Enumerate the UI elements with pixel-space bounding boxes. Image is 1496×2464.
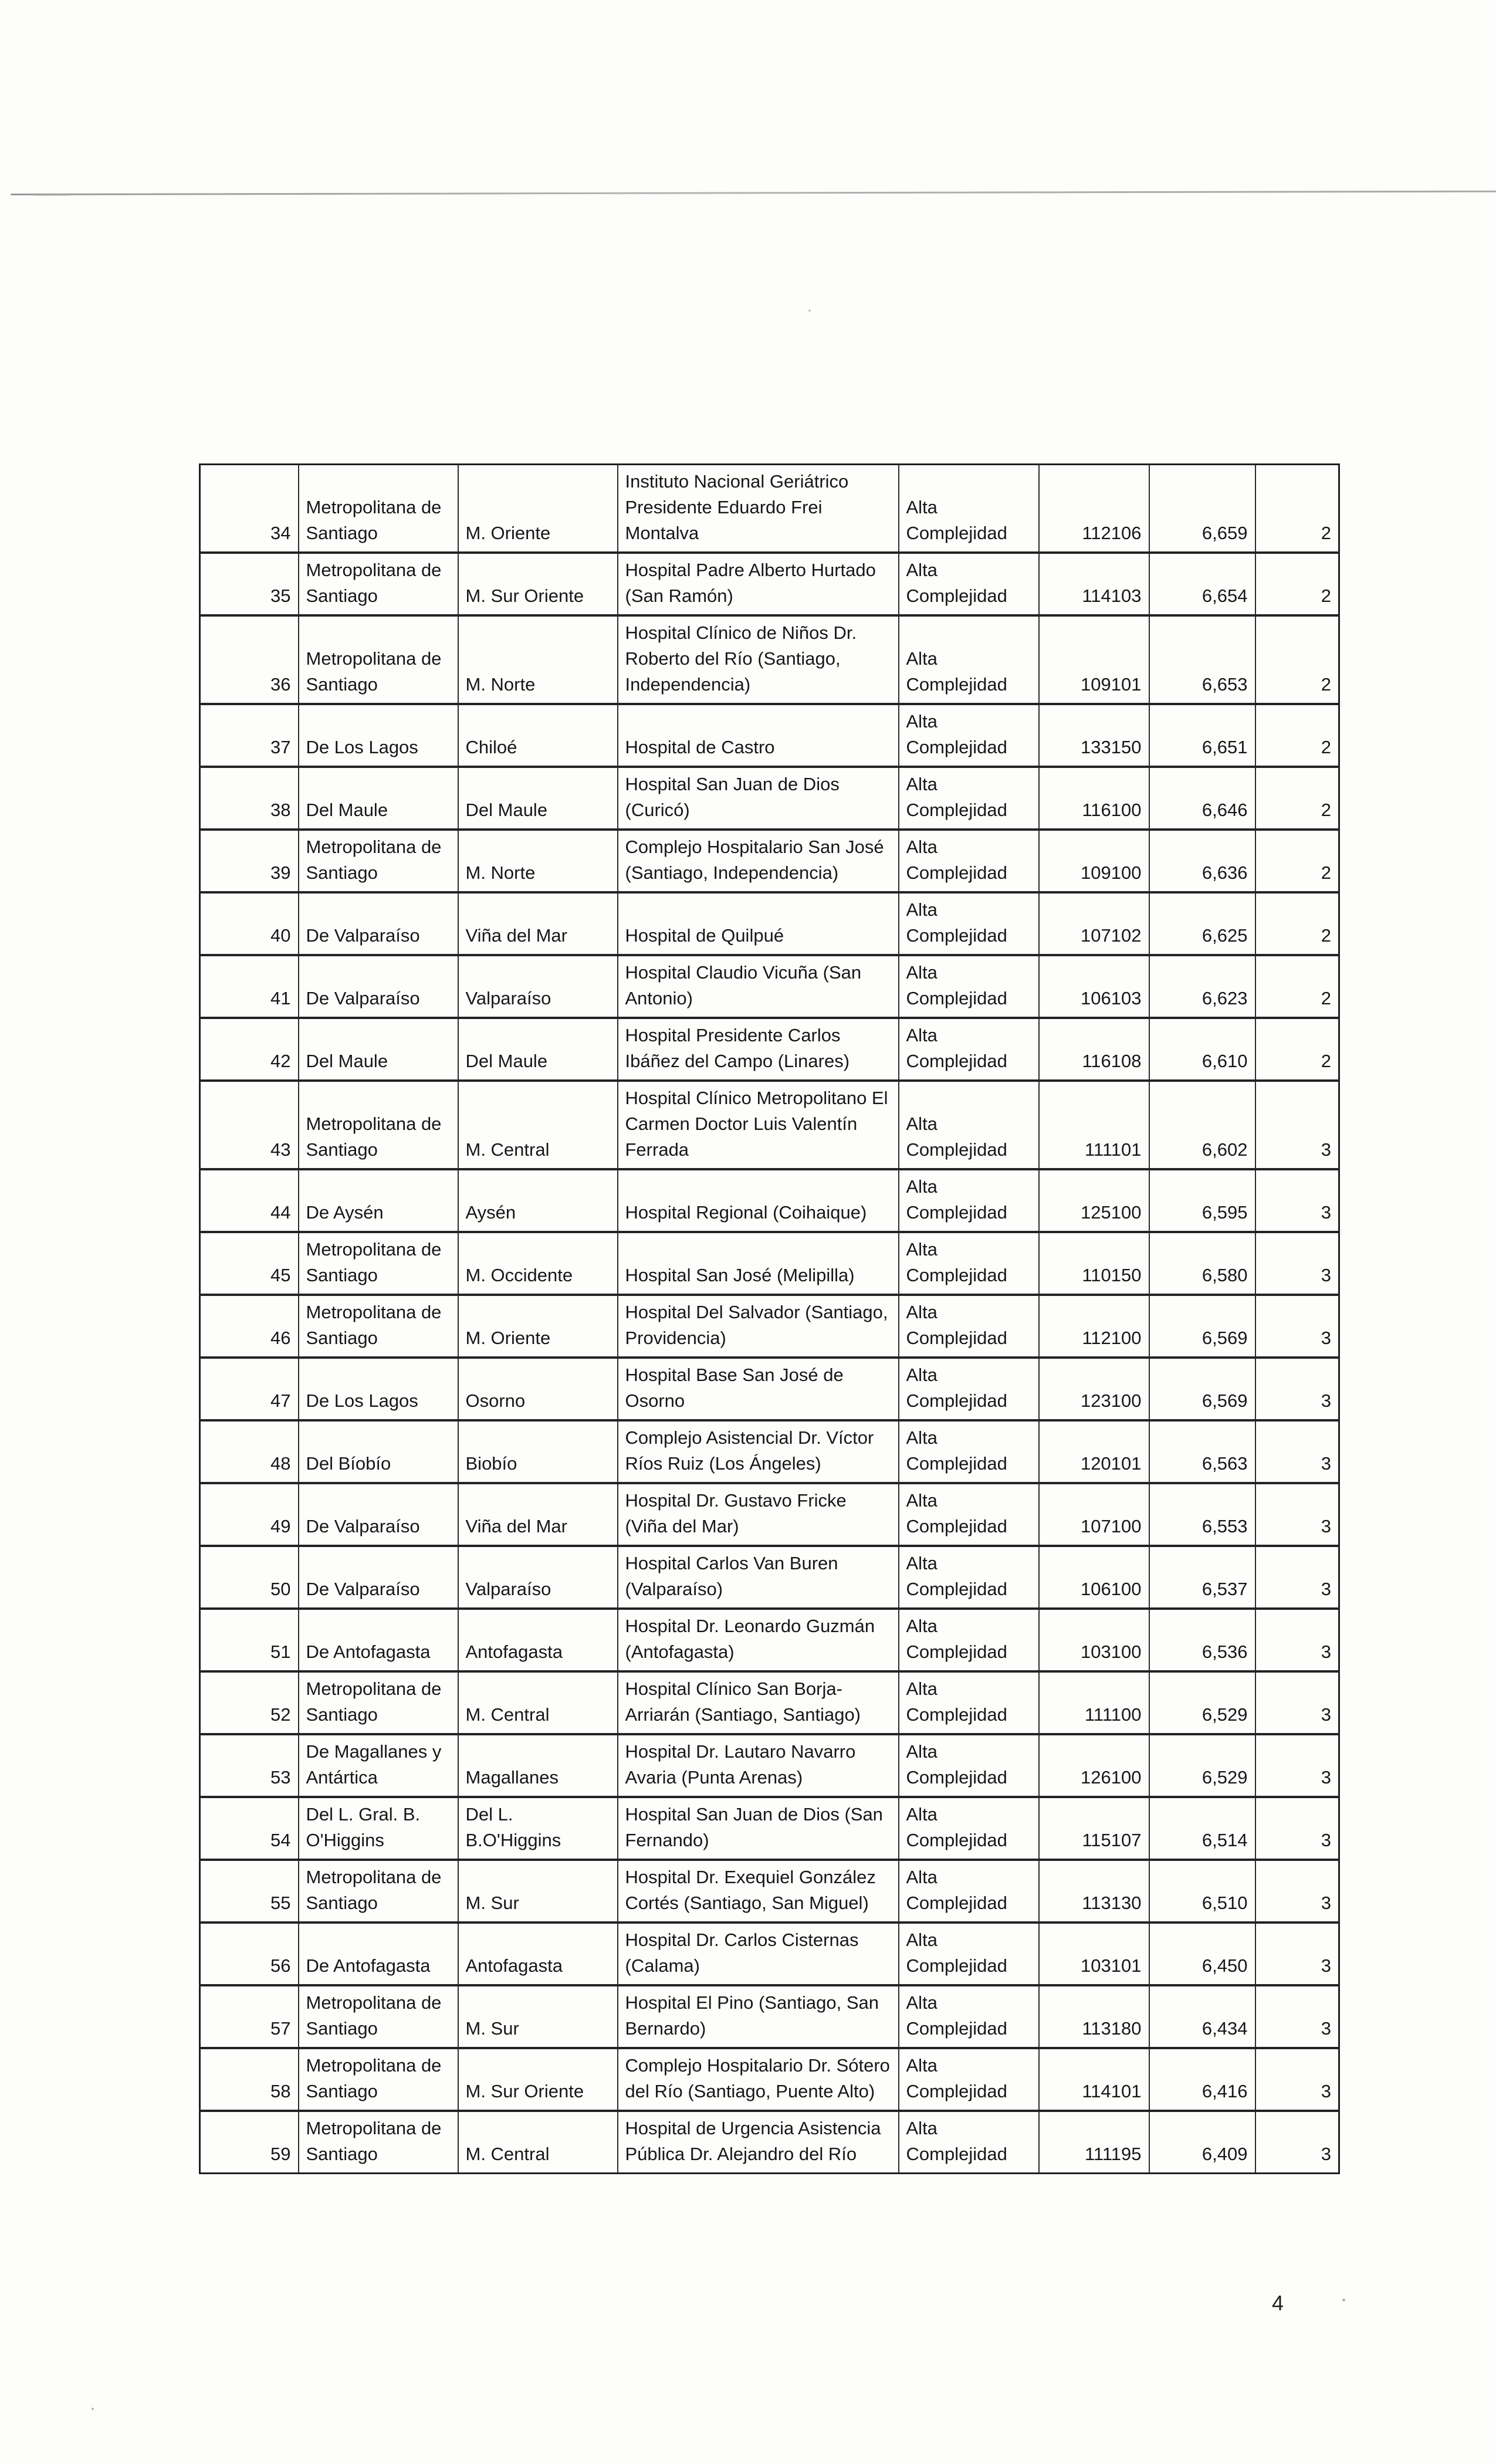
hospital-name-cell: Hospital San José (Melipilla) — [618, 1232, 899, 1295]
region-cell: De Valparaíso — [299, 892, 458, 955]
group-cell: 3 — [1255, 1797, 1339, 1860]
region-cell: Metropolitana de Santiago — [299, 1860, 458, 1923]
index-value-cell: 6,602 — [1149, 1081, 1255, 1169]
health-service-cell: M. Oriente — [458, 1295, 618, 1358]
complexity-cell: Alta Complejidad — [899, 465, 1039, 553]
scan-speck — [808, 310, 811, 312]
complexity-cell: Alta Complejidad — [899, 1018, 1039, 1081]
table-row — [200, 1295, 1339, 1358]
health-service-cell: M. Occidente — [458, 1232, 618, 1295]
hospital-name-cell: Hospital Dr. Exequiel González Cortés (Santiago, San Miguel) — [618, 1860, 899, 1923]
health-service-cell: Antofagasta — [458, 1923, 618, 1985]
index-value-cell: 6,529 — [1149, 1734, 1255, 1797]
region-cell: Metropolitana de Santiago — [299, 553, 458, 615]
group-cell: 3 — [1255, 1546, 1339, 1609]
complexity-cell: Alta Complejidad — [899, 1232, 1039, 1295]
table-row — [200, 1483, 1339, 1546]
group-cell: 2 — [1255, 553, 1339, 615]
group-cell: 2 — [1255, 704, 1339, 767]
complexity-cell: Alta Complejidad — [899, 1546, 1039, 1609]
index-value-cell: 6,510 — [1149, 1860, 1255, 1923]
hospital-name-cell: Hospital Padre Alberto Hurtado (San Ramón) — [618, 553, 899, 615]
group-cell: 3 — [1255, 1609, 1339, 1671]
code-cell: 113180 — [1039, 1985, 1149, 2048]
hospital-name-cell: Hospital de Quilpué — [618, 892, 899, 955]
complexity-cell: Alta Complejidad — [899, 1923, 1039, 1985]
table-row — [200, 1923, 1339, 1985]
hospital-name-cell: Hospital Dr. Lautaro Navarro Avaria (Punta Arenas) — [618, 1734, 899, 1797]
region-cell: De Valparaíso — [299, 1546, 458, 1609]
region-cell: De Aysén — [299, 1169, 458, 1232]
table-row — [200, 830, 1339, 892]
row-number-cell: 44 — [200, 1169, 299, 1232]
complexity-cell: Alta Complejidad — [899, 1295, 1039, 1358]
health-service-cell: Del Maule — [458, 1018, 618, 1081]
index-value-cell: 6,514 — [1149, 1797, 1255, 1860]
table-row — [200, 2111, 1339, 2174]
table-row — [200, 1734, 1339, 1797]
row-number-cell: 54 — [200, 1797, 299, 1860]
table-row — [200, 1081, 1339, 1169]
hospital-name-cell: Hospital San Juan de Dios (Curicó) — [618, 767, 899, 830]
region-cell: Del L. Gral. B. O'Higgins — [299, 1797, 458, 1860]
index-value-cell: 6,434 — [1149, 1985, 1255, 2048]
group-cell: 3 — [1255, 1985, 1339, 2048]
table-row — [200, 2048, 1339, 2111]
region-cell: Metropolitana de Santiago — [299, 1081, 458, 1169]
index-value-cell: 6,529 — [1149, 1671, 1255, 1734]
region-cell: De Los Lagos — [299, 704, 458, 767]
index-value-cell: 6,416 — [1149, 2048, 1255, 2111]
group-cell: 2 — [1255, 892, 1339, 955]
hospital-name-cell: Hospital El Pino (Santiago, San Bernardo) — [618, 1985, 899, 2048]
row-number-cell: 34 — [270, 523, 291, 543]
row-number-cell: 38 — [200, 767, 299, 830]
group-cell: 3 — [1255, 1923, 1339, 1985]
health-service-cell: Antofagasta — [458, 1609, 618, 1671]
complexity-cell: Alta Complejidad — [899, 1734, 1039, 1797]
region-cell: Metropolitana de Santiago — [299, 1671, 458, 1734]
row-number-cell: 58 — [200, 2048, 299, 2111]
code-cell: 109101 — [1039, 615, 1149, 704]
code-cell: 112106 — [1039, 465, 1149, 553]
table-row — [200, 553, 1339, 615]
row-number-cell: 42 — [200, 1018, 299, 1081]
complexity-cell: Alta Complejidad — [899, 1483, 1039, 1546]
code-cell: 120101 — [1039, 1420, 1149, 1483]
scan-artifact-line — [11, 191, 1496, 195]
code-cell: 114103 — [1039, 553, 1149, 615]
index-value-cell: 6,654 — [1149, 553, 1255, 615]
code-cell: 110150 — [1039, 1232, 1149, 1295]
row-number-cell: 59 — [200, 2111, 299, 2174]
hospital-name-cell: Hospital Dr. Leonardo Guzmán (Antofagasta) — [618, 1609, 899, 1671]
index-value-cell: 6,563 — [1149, 1420, 1255, 1483]
row-number-cell: 35 — [200, 553, 299, 615]
hospital-name-cell: Hospital Del Salvador (Santiago, Providencia) — [618, 1295, 899, 1358]
health-service-cell: Valparaíso — [458, 955, 618, 1018]
code-cell: 116108 — [1039, 1018, 1149, 1081]
group-cell: 3 — [1255, 1358, 1339, 1420]
code-cell: 107100 — [1039, 1483, 1149, 1546]
row-number-cell: 57 — [200, 1985, 299, 2048]
region-cell: Metropolitana de Santiago — [299, 2111, 458, 2174]
group-cell: 2 — [1255, 615, 1339, 704]
region-cell: De Valparaíso — [299, 955, 458, 1018]
table-row — [200, 1420, 1339, 1483]
hospital-name-cell: Hospital Dr. Carlos Cisternas (Calama) — [618, 1923, 899, 1985]
complexity-cell: Alta Complejidad — [899, 1358, 1039, 1420]
table-row — [200, 1609, 1339, 1671]
table-row — [200, 1169, 1339, 1232]
health-service-cell: Valparaíso — [458, 1546, 618, 1609]
index-value-cell: 6,653 — [1149, 615, 1255, 704]
hospital-ranking-table — [199, 463, 1340, 2174]
code-cell: 111101 — [1039, 1081, 1149, 1169]
health-service-cell: Viña del Mar — [458, 892, 618, 955]
hospital-name-cell: Hospital Presidente Carlos Ibáñez del Campo (Linares) — [618, 1018, 899, 1081]
table-row — [200, 955, 1339, 1018]
row-number-cell: 56 — [200, 1923, 299, 1985]
complexity-cell: Alta Complejidad — [899, 553, 1039, 615]
row-number-cell: 46 — [200, 1295, 299, 1358]
index-value-cell: 6,553 — [1149, 1483, 1255, 1546]
region-cell: De Valparaíso — [299, 1483, 458, 1546]
code-cell: 111195 — [1039, 2111, 1149, 2174]
hospital-name-cell: Hospital Base San José de Osorno — [618, 1358, 899, 1420]
row-number-cell: 36 — [200, 615, 299, 704]
row-number-cell: 53 — [200, 1734, 299, 1797]
group-cell: 3 — [1255, 2111, 1339, 2174]
complexity-cell: Alta Complejidad — [899, 1169, 1039, 1232]
group-cell: 2 — [1255, 767, 1339, 830]
row-number-cell: 39 — [200, 830, 299, 892]
complexity-cell: Alta Complejidad — [899, 2048, 1039, 2111]
hospital-name-cell: Hospital Clínico Metropolitano El Carmen Doctor Luis Valentín Ferrada — [618, 1081, 899, 1169]
health-service-cell: M. Sur — [458, 1860, 618, 1923]
complexity-cell: Alta Complejidad — [899, 1671, 1039, 1734]
index-value-cell: 6,595 — [1149, 1169, 1255, 1232]
row-number-cell: 41 — [200, 955, 299, 1018]
group-cell: 3 — [1255, 2048, 1339, 2111]
complexity-cell: Alta Complejidad — [899, 1420, 1039, 1483]
row-number-cell: 37 — [200, 704, 299, 767]
code-cell: 115107 — [1039, 1797, 1149, 1860]
complexity-cell: Alta Complejidad — [899, 1985, 1039, 2048]
region-cell: Metropolitana de Santiago — [299, 830, 458, 892]
region-cell: De Los Lagos — [299, 1358, 458, 1420]
table-row — [200, 1985, 1339, 2048]
index-value-cell: 6,536 — [1149, 1609, 1255, 1671]
hospital-name-cell: Complejo Asistencial Dr. Víctor Ríos Ruiz (Los Ángeles) — [618, 1420, 899, 1483]
index-value-cell: 6,409 — [1149, 2111, 1255, 2174]
group-cell: 3 — [1255, 1671, 1339, 1734]
health-service-cell: M. Sur Oriente — [458, 2048, 618, 2111]
hospital-name-cell: Hospital Clínico de Niños Dr. Roberto del Río (Santiago, Independencia) — [618, 615, 899, 704]
complexity-cell: Alta Complejidad — [899, 704, 1039, 767]
health-service-cell: M. Norte — [458, 615, 618, 704]
table-row — [200, 615, 1339, 704]
index-value-cell: 6,646 — [1149, 767, 1255, 830]
group-cell: 2 — [1255, 465, 1339, 553]
row-number-cell: 55 — [200, 1860, 299, 1923]
row-number-cell: 40 — [200, 892, 299, 955]
group-cell: 2 — [1255, 1018, 1339, 1081]
complexity-cell: Alta Complejidad — [899, 1609, 1039, 1671]
row-number-cell: 50 — [200, 1546, 299, 1609]
health-service-cell: M. Oriente — [458, 465, 618, 553]
health-service-cell: Chiloé — [458, 704, 618, 767]
complexity-cell: Alta Complejidad — [899, 955, 1039, 1018]
code-cell: 106100 — [1039, 1546, 1149, 1609]
region-cell: Metropolitana de Santiago — [299, 1295, 458, 1358]
table-row — [200, 465, 1339, 553]
index-value-cell: 6,651 — [1149, 704, 1255, 767]
table-row — [200, 1797, 1339, 1860]
table-row — [200, 1546, 1339, 1609]
hospital-name-cell: Hospital de Urgencia Asistencia Pública Dr. Alejandro del Río — [618, 2111, 899, 2174]
code-cell: 106103 — [1039, 955, 1149, 1018]
index-value-cell: 6,610 — [1149, 1018, 1255, 1081]
group-cell: 2 — [1255, 955, 1339, 1018]
region-cell: Metropolitana de Santiago — [299, 1985, 458, 2048]
hospital-name-cell: Hospital Dr. Gustavo Fricke (Viña del Mar) — [618, 1483, 899, 1546]
region-cell: Metropolitana de Santiago — [299, 615, 458, 704]
hospital-name-cell: Hospital Carlos Van Buren (Valparaíso) — [618, 1546, 899, 1609]
group-cell: 3 — [1255, 1420, 1339, 1483]
complexity-cell: Alta Complejidad — [899, 615, 1039, 704]
complexity-cell: Alta Complejidad — [899, 830, 1039, 892]
index-value-cell: 6,569 — [1149, 1358, 1255, 1420]
health-service-cell: M. Central — [458, 1671, 618, 1734]
table-row — [200, 1860, 1339, 1923]
code-cell: 123100 — [1039, 1358, 1149, 1420]
hospital-name-cell: Complejo Hospitalario Dr. Sótero del Río (Santiago, Puente Alto) — [618, 2048, 899, 2111]
row-number-cell: 52 — [200, 1671, 299, 1734]
code-cell: 109100 — [1039, 830, 1149, 892]
code-cell: 125100 — [1039, 1169, 1149, 1232]
region-cell: De Magallanes y Antártica — [299, 1734, 458, 1797]
group-cell: 3 — [1255, 1295, 1339, 1358]
table-row — [200, 1232, 1339, 1295]
code-cell: 116100 — [1039, 767, 1149, 830]
hospital-name-cell: Hospital Claudio Vicuña (San Antonio) — [618, 955, 899, 1018]
index-value-cell: 6,625 — [1149, 892, 1255, 955]
region-cell: Metropolitana de Santiago — [299, 1232, 458, 1295]
row-number-cell: 48 — [200, 1420, 299, 1483]
complexity-cell: Alta Complejidad — [899, 1797, 1039, 1860]
health-service-cell: Aysén — [458, 1169, 618, 1232]
region-cell: Metropolitana de Santiago — [299, 465, 458, 553]
index-value-cell: 6,569 — [1149, 1295, 1255, 1358]
index-value-cell: 6,636 — [1149, 830, 1255, 892]
group-cell: 3 — [1255, 1169, 1339, 1232]
hospital-name-cell: Hospital Clínico San Borja-Arriarán (Santiago, Santiago) — [618, 1671, 899, 1734]
table-row — [200, 767, 1339, 830]
table-row — [200, 1671, 1339, 1734]
complexity-cell: Alta Complejidad — [899, 2111, 1039, 2174]
hospital-name-cell: Hospital San Juan de Dios (San Fernando) — [618, 1797, 899, 1860]
hospital-name-cell: Hospital Regional (Coihaique) — [618, 1169, 899, 1232]
index-value-cell: 6,450 — [1149, 1923, 1255, 1985]
health-service-cell: M. Sur — [458, 1985, 618, 2048]
code-cell: 112100 — [1039, 1295, 1149, 1358]
group-cell: 3 — [1255, 1734, 1339, 1797]
group-cell: 2 — [1255, 830, 1339, 892]
scan-speck — [1342, 2299, 1345, 2301]
health-service-cell: M. Norte — [458, 830, 618, 892]
page-number: 4 — [1272, 2291, 1284, 2315]
code-cell: 107102 — [1039, 892, 1149, 955]
index-value-cell: 6,537 — [1149, 1546, 1255, 1609]
code-cell: 133150 — [1039, 704, 1149, 767]
health-service-cell: Del Maule — [458, 767, 618, 830]
health-service-cell: Viña del Mar — [458, 1483, 618, 1546]
health-service-cell: Osorno — [458, 1358, 618, 1420]
group-cell: 3 — [1255, 1860, 1339, 1923]
table-row — [200, 1018, 1339, 1081]
scan-speck — [92, 2408, 94, 2410]
complexity-cell: Alta Complejidad — [899, 1860, 1039, 1923]
row-number-cell: 45 — [200, 1232, 299, 1295]
group-cell: 3 — [1255, 1081, 1339, 1169]
index-value-cell: 6,580 — [1149, 1232, 1255, 1295]
region-cell: Del Maule — [299, 767, 458, 830]
health-service-cell: Del L. B.O'Higgins — [458, 1797, 618, 1860]
code-cell: 111100 — [1039, 1671, 1149, 1734]
group-cell: 3 — [1255, 1232, 1339, 1295]
health-service-cell: M. Central — [458, 1081, 618, 1169]
health-service-cell: M. Sur Oriente — [458, 553, 618, 615]
row-number-cell: 47 — [200, 1358, 299, 1420]
region-cell: Del Maule — [299, 1018, 458, 1081]
region-cell: De Antofagasta — [299, 1923, 458, 1985]
region-cell: De Antofagasta — [299, 1609, 458, 1671]
table-row — [200, 892, 1339, 955]
complexity-cell: Alta Complejidad — [899, 767, 1039, 830]
code-cell: 126100 — [1039, 1734, 1149, 1797]
hospital-name-cell: Hospital de Castro — [618, 704, 899, 767]
index-value-cell: 6,659 — [1149, 465, 1255, 553]
complexity-cell: Alta Complejidad — [899, 892, 1039, 955]
index-value-cell: 6,623 — [1149, 955, 1255, 1018]
code-cell: 114101 — [1039, 2048, 1149, 2111]
hospital-name-cell: Instituto Nacional Geriátrico Presidente Eduardo Frei Montalva — [618, 465, 899, 553]
health-service-cell: M. Central — [458, 2111, 618, 2174]
code-cell: 103101 — [1039, 1923, 1149, 1985]
table-row — [200, 1358, 1339, 1420]
row-number-cell: 43 — [200, 1081, 299, 1169]
code-cell: 113130 — [1039, 1860, 1149, 1923]
row-number-cell: 51 — [200, 1609, 299, 1671]
group-cell: 3 — [1255, 1483, 1339, 1546]
region-cell: Del Bíobío — [299, 1420, 458, 1483]
health-service-cell: Magallanes — [458, 1734, 618, 1797]
complexity-cell: Alta Complejidad — [899, 1081, 1039, 1169]
region-cell: Metropolitana de Santiago — [299, 2048, 458, 2111]
row-number-cell: 49 — [200, 1483, 299, 1546]
health-service-cell: Biobío — [458, 1420, 618, 1483]
hospital-name-cell: Complejo Hospitalario San José (Santiago, Independencia) — [618, 830, 899, 892]
table-row — [200, 704, 1339, 767]
code-cell: 103100 — [1039, 1609, 1149, 1671]
